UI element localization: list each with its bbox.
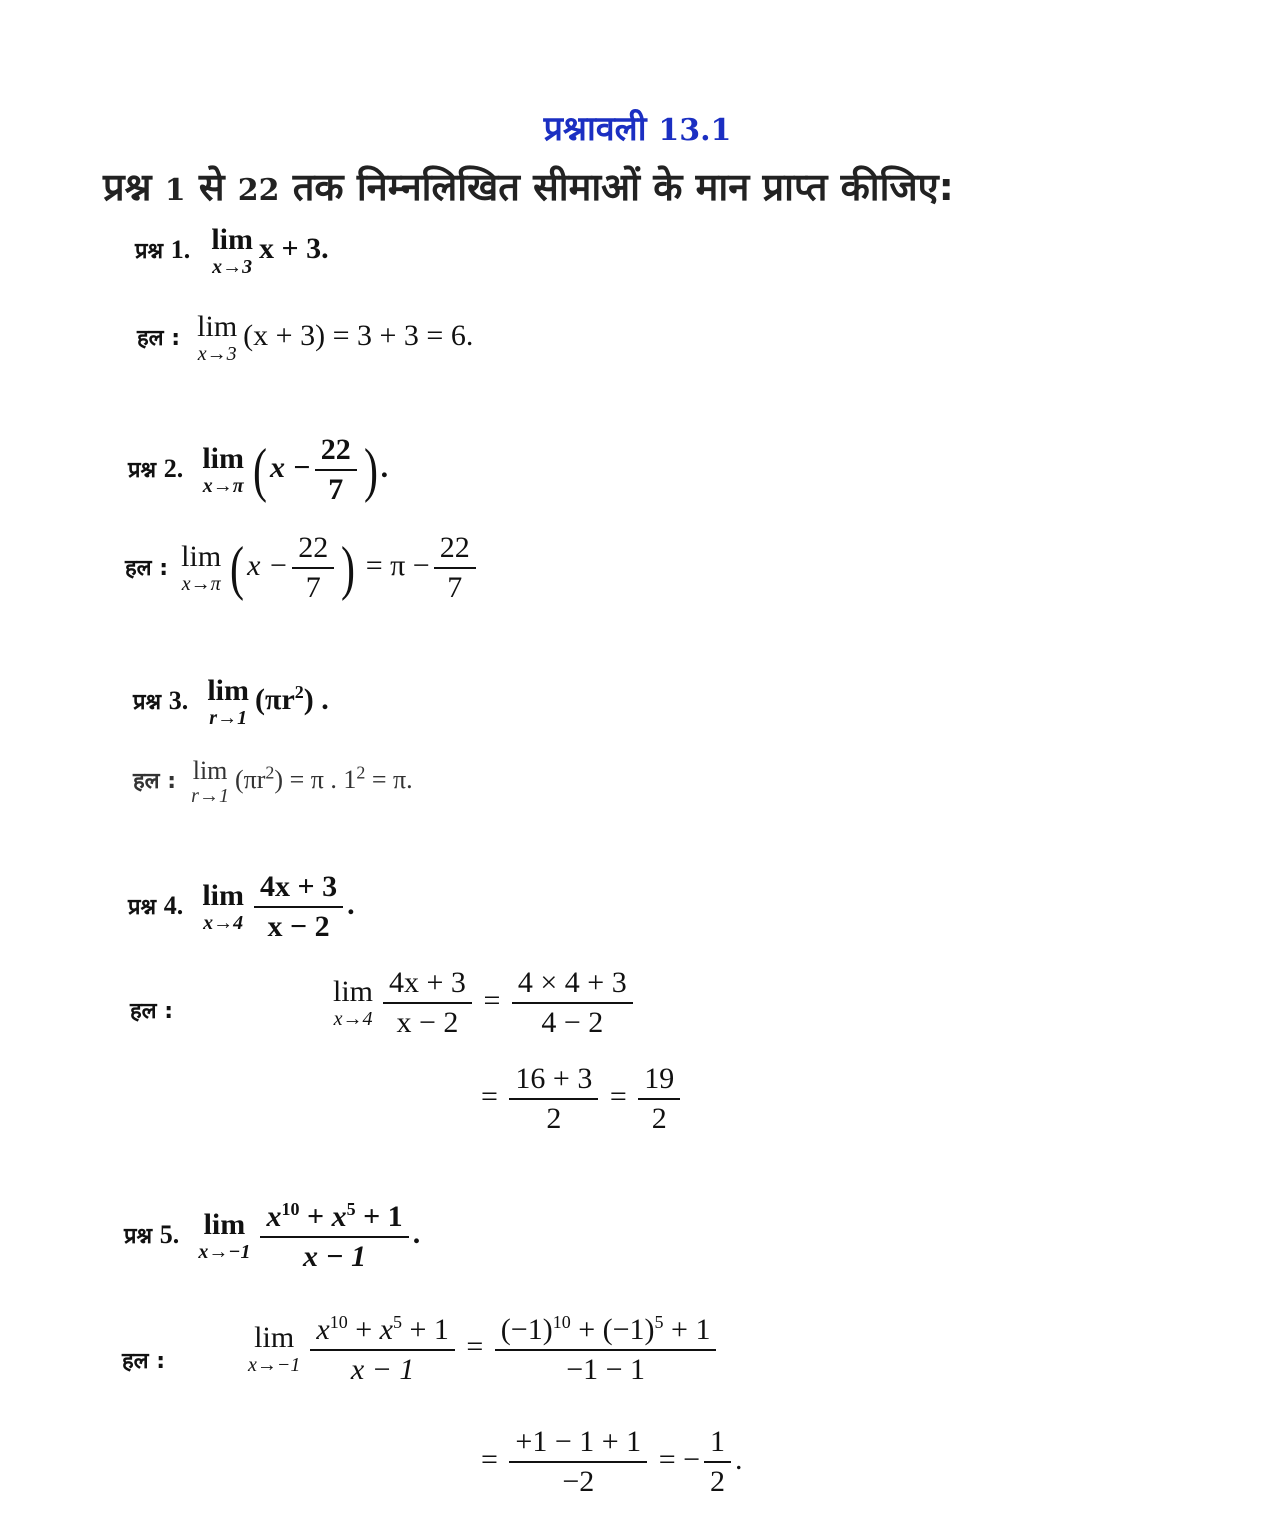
- intro-end-number: 22: [237, 173, 280, 208]
- page-title: [0, 104, 1275, 150]
- question-label: प्रश्न 3.: [133, 685, 189, 715]
- solution-5-expression: lim x→−1 $\frac{x^{10} + x^5 + 1}{x - 1}$ = $\frac{(-1)^{10} + (-1)^5 + 1}{-1 - 1}$: [248, 1330, 720, 1363]
- fraction: $\frac{(-1)^{10} + (-1)^5 + 1}{-1 - 1}$: [495, 1313, 717, 1385]
- fraction: $\frac{22}{7}$: [315, 435, 357, 505]
- question-label: प्रश्न 4.: [128, 890, 184, 920]
- fraction: $\frac{4x + 3}{x - 2}$: [383, 968, 472, 1038]
- exercise-instruction: [103, 160, 954, 212]
- question-label: प्रश्न 2.: [128, 453, 184, 483]
- fraction: $\frac{+1 - 1 + 1}{-2}$: [509, 1427, 647, 1497]
- solution-4-expression: lim x→4 $\frac{4x + 3}{x - 2}$ = $\frac{4 \times 4 + 3}{4 - 2}$: [333, 984, 637, 1017]
- question-4-expression: lim x→4 $\frac{4x + 3}{x - 2}$ .: [202, 870, 355, 943]
- solution-label: हल :: [133, 768, 177, 794]
- limit-operator: lim x→3: [211, 223, 254, 278]
- solution-4-result: = $\frac{16 + 3}{2}$ = $\frac{19}{2}$: [481, 1080, 684, 1113]
- fraction: $\frac{22}{7}$: [434, 533, 476, 603]
- solution-2-expression: lim x→π (x − $\frac{22}{7}$ ) = π − $\frac{22}{7}$: [181, 549, 480, 582]
- solution-label: हल :: [137, 325, 181, 351]
- question-1-expression: lim x→3 x + 3.: [211, 223, 329, 278]
- question-3-expression: lim r→1 $(\pi r^2)$ .: [207, 674, 329, 729]
- question-3: [133, 676, 329, 728]
- solution-label: हल :: [122, 1349, 166, 1374]
- question-5: [124, 1200, 420, 1272]
- question-1: [135, 225, 329, 277]
- solution-4-label: [130, 995, 173, 1025]
- title-text: प्रश्नावली: [543, 109, 647, 149]
- limit-operator: lim x→π: [202, 442, 245, 497]
- solution-label: हल :: [125, 555, 169, 581]
- fraction: $\frac{x^{10} + x^5 + 1}{x - 1}$: [260, 1200, 408, 1272]
- intro-text: तक निम्नलिखित सीमाओं के मान प्राप्त कीजिए:: [292, 165, 954, 209]
- limit-operator: lim x→π: [181, 540, 222, 595]
- intro-prashn: प्रश्न: [103, 165, 152, 209]
- title-number: 13.1: [658, 113, 732, 148]
- question-label: प्रश्न 1.: [135, 234, 191, 264]
- limit-operator: lim r→1: [207, 674, 250, 729]
- solution-4-line-2: [481, 1064, 684, 1134]
- question-5-expression: lim x→−1 $\frac{x^{10} + x^5 + 1}{x - 1}$ .: [198, 1199, 421, 1273]
- limit-operator: lim x→3: [197, 310, 238, 365]
- intro-se: से: [198, 165, 225, 209]
- fraction: $\frac{16 + 3}{2}$: [509, 1064, 598, 1134]
- question-4: [128, 872, 355, 942]
- solution-1-expression: lim x→3 (x + 3) = 3 + 3 = 6.: [197, 310, 474, 365]
- fraction: $\frac{4 \times 4 + 3}{4 - 2}$: [512, 968, 633, 1038]
- solution-1: [137, 312, 473, 364]
- intro-start-number: 1: [164, 173, 186, 208]
- solution-3: [133, 758, 413, 806]
- limit-operator: lim x→−1: [198, 1208, 251, 1263]
- solution-4-line-1: [333, 968, 637, 1038]
- limit-operator: lim x→−1: [248, 1321, 301, 1376]
- question-label: प्रश्न 5.: [124, 1219, 180, 1249]
- solution-5-label: [122, 1345, 165, 1375]
- solution-2: [125, 533, 480, 603]
- solution-3-expression: lim r→1 $(\pi r^2) = \pi$ . $1^2 = \pi$.: [191, 756, 413, 807]
- solution-label: हल :: [130, 999, 174, 1024]
- fraction: $\frac{22}{7}$: [292, 533, 334, 603]
- fraction: $\frac{1}{2}$: [704, 1427, 731, 1497]
- fraction: $\frac{19}{2}$: [638, 1064, 680, 1134]
- fraction: $\frac{4x + 3}{x - 2}$: [254, 872, 343, 942]
- limit-operator: lim r→1: [191, 756, 229, 807]
- question-2-expression: lim x→π (x − $\frac{22}{7}$ ).: [202, 433, 389, 506]
- question-2: [128, 435, 388, 505]
- fraction: $\frac{x^{10} + x^5 + 1}{x - 1}$: [310, 1313, 455, 1385]
- solution-5-result: = $\frac{+1 - 1 + 1}{-2}$ = − $\frac{1}{2}$ .: [481, 1425, 743, 1498]
- limit-operator: lim x→4: [202, 879, 245, 934]
- limit-operator: lim x→4: [333, 975, 374, 1030]
- solution-5-line-2: [481, 1427, 743, 1497]
- solution-5-line-1: [248, 1313, 720, 1385]
